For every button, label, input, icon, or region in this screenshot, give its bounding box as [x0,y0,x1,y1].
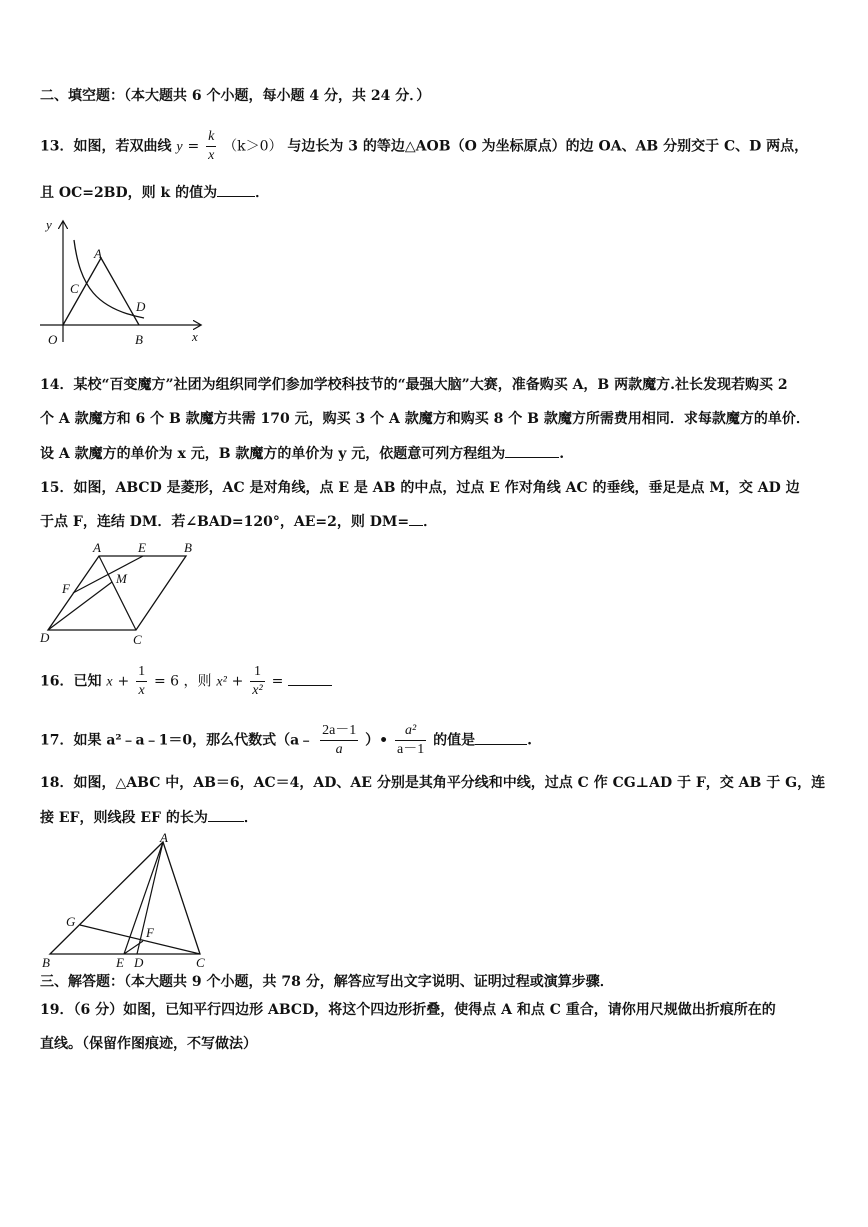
fig15-label-m: M [116,571,127,586]
q16-frac2-num: 1 [250,663,264,682]
q17-post: 的值是 [433,732,476,749]
fig13-label-o: O [48,332,58,347]
q17-frac2-num: a² [395,722,426,741]
fig13-label-b: B [135,332,143,347]
question-14-line-3 [40,443,564,464]
hyperbola-curve [74,240,144,318]
q16-fraction-2 [250,663,264,700]
line-cg [80,925,200,954]
answer-blank-14 [505,443,559,458]
q16-frac1-num: 1 [136,663,147,682]
q16-frac1-den: x [138,683,145,698]
triangle-abc [50,842,200,954]
question-15-line-2 [40,511,437,532]
question-13-line-2 [40,182,269,203]
q15-line2: 于点 F，连结 DM．若∠BAD=120°，AE=2，则 DM= [40,514,410,530]
q13-prefix: 13．如图，若双曲线 [40,138,172,155]
fig15-label-f: F [62,581,70,596]
q13-frac-num: k [206,128,216,147]
q16-frac2-den: x² [252,683,263,698]
q16-fraction-1 [136,663,147,700]
diagonal-ac [99,556,136,630]
q13-frac-den: x [208,148,215,163]
fig18-label-c: C [196,955,205,970]
q13-condition: （k＞0） [223,138,283,155]
q17-fraction-1 [320,722,358,759]
question-19-line-1: 19．（6 分）如图，已知平行四边形 ABCD，将这个四边形折叠，使得点 A 和点 C 重合，请你用尺规做出折痕所在的 [40,1002,776,1018]
question-16 [40,663,332,700]
q13-y: y [176,139,183,155]
q17-mid: ）• [365,732,389,749]
fig13-label-a: A [94,246,102,261]
q16-eq6: = 6 ，则 [153,673,212,690]
fig15-label-e: E [138,540,146,555]
fig18-label-d: D [134,955,144,970]
q16-x2: x² [216,674,227,690]
q16-plus: + [117,673,130,690]
q13-eq: = [187,138,200,155]
fig15-label-c: C [133,632,142,647]
question-19-line-2: 直线。（保留作图痕迹，不写做法） [40,1036,257,1052]
answer-blank-18 [208,807,244,822]
q18-line2: 接 EF，则线段 EF 的长为 [40,810,208,826]
fig18-label-e: E [116,955,124,970]
fig13-label-y: y [46,217,52,232]
fig18-label-a: A [160,830,168,845]
answer-blank-16 [288,671,332,686]
q18-end: ． [243,810,258,826]
question-17 [40,722,532,759]
q17-frac1-den: a [335,742,343,757]
q14-line3: 设 A 款魔方的单价为 x 元，B 款魔方的单价为 y 元，依题意可列方程组为 [40,446,506,462]
q16-prefix: 16．已知 [40,673,102,690]
q17-prefix: 17．如果 a²﹣a﹣1＝0，那么代数式（a﹣ [40,732,314,749]
question-14-line-2: 个 A 款魔方和 6 个 B 款魔方共需 170 元，购买 3 个 A 款魔方和购买 8 个 B 款魔方所需费用相同．求每款魔方的单价． [40,411,810,427]
fig15-label-b: B [184,540,192,555]
answer-blank-13 [217,182,255,197]
question-18-line-2 [40,807,258,828]
answer-blank-17 [475,730,527,745]
q14-end: . [559,446,565,462]
q13-end: ． [255,185,270,201]
q16-x: x [106,674,113,690]
q17-end: . [527,732,532,749]
q17-frac1-num: 2a－1 [320,722,358,741]
section-2-title: 二、填空题：（本大题共 6 个小题，每小题 4 分，共 24 分．） [40,88,431,104]
q15-end: ． [423,514,438,530]
q17-fraction-2 [395,722,426,759]
question-14-line-1: 14．某校“百变魔方”社团为组织同学们参加学校科技节的“最强大脑”大赛，准备购买 A，B 两款魔方.社长发现若购买 2 [40,377,788,393]
q16-eq: = [271,673,284,690]
answer-blank-15 [409,511,423,526]
fig18-label-b: B [42,955,50,970]
q17-frac2-den: a－1 [396,742,425,757]
line-ef [73,556,143,593]
q13-post: 与边长为 3 的等边△AOB（O 为坐标原点）的边 OA、AB 分别交于 C、D 两点， [287,138,809,155]
question-18-line-1: 18．如图，△ABC 中，AB＝6，AC＝4，AD、AE 分别是其角平分线和中线，过点 C 作 CG⊥AD 于 F，交 AB 于 G，连 [40,775,826,791]
q13-fraction [206,128,216,165]
fig13-label-c: C [70,281,79,296]
fig13-label-x: x [192,329,198,344]
q13-line2: 且 OC=2BD，则 k 的值为 [40,185,218,201]
fig15-label-a: A [93,540,101,555]
q16-plus2: + [231,673,244,690]
fig15-label-d: D [40,630,50,645]
question-13-line-1 [40,128,808,165]
fig13-label-d: D [136,299,146,314]
figure-18-triangle [36,830,216,972]
fig18-label-f: F [146,925,154,940]
fig18-label-g: G [66,914,76,929]
section-3-title: 三、解答题：（本大题共 9 个小题，共 78 分，解答应写出文字说明、证明过程或演算步骤． [40,974,614,990]
question-15-line-1: 15．如图，ABCD 是菱形，AC 是对角线，点 E 是 AB 的中点，过点 E 作对角线 AC 的垂线，垂足是点 M，交 AD 边 [40,480,800,496]
figure-15-rhombus [36,538,206,648]
figure-13-hyperbola [36,214,206,350]
